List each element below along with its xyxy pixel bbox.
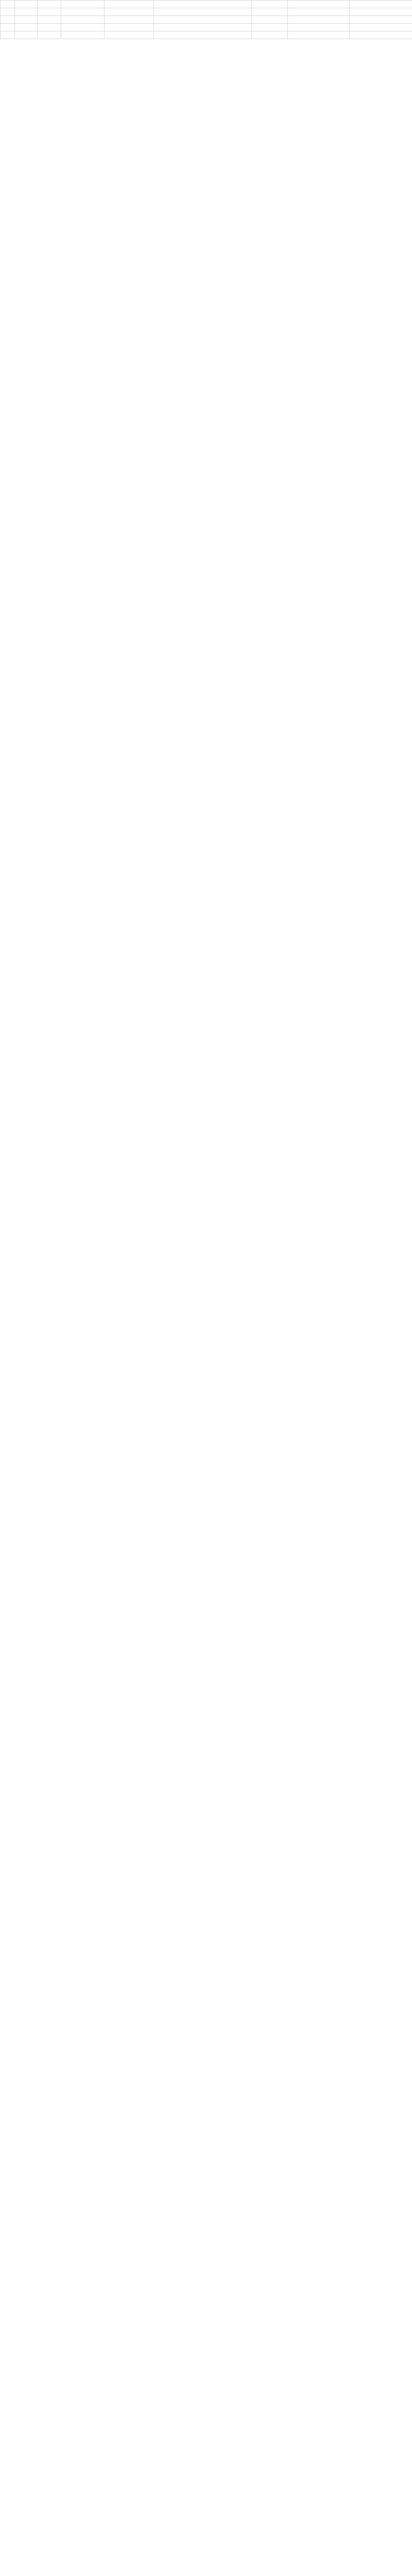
cell-name <box>105 24 154 31</box>
cell-value-a <box>288 1 350 8</box>
cell-value-a <box>288 24 350 31</box>
cell-url <box>154 1 252 8</box>
table-row <box>1 8 412 16</box>
cell-type <box>252 1 288 8</box>
cell-subregion <box>61 1 105 8</box>
cell-url <box>154 31 252 39</box>
cell-id <box>1 31 15 39</box>
cell-region <box>38 16 61 24</box>
cell-id <box>1 8 15 16</box>
cell-url <box>154 16 252 24</box>
cell-category <box>15 16 38 24</box>
cell-category <box>15 24 38 31</box>
cell-id <box>1 1 15 8</box>
table-body <box>1 1 412 39</box>
cell-type <box>252 16 288 24</box>
cell-id <box>1 24 15 31</box>
cell-subregion <box>61 16 105 24</box>
cell-name <box>105 8 154 16</box>
cell-name <box>105 16 154 24</box>
cell-value-a <box>288 16 350 24</box>
cell-value-a <box>288 31 350 39</box>
cell-category <box>15 1 38 8</box>
cell-type <box>252 8 288 16</box>
cell-type <box>252 31 288 39</box>
cell-category <box>15 8 38 16</box>
cell-name <box>105 1 154 8</box>
cell-value-b <box>350 24 412 31</box>
cell-value-a <box>288 8 350 16</box>
cell-name <box>105 31 154 39</box>
cell-value-b <box>350 1 412 8</box>
cell-region <box>38 24 61 31</box>
table-row <box>1 31 412 39</box>
table-row <box>1 16 412 24</box>
table-row <box>1 1 412 8</box>
cell-subregion <box>61 31 105 39</box>
cell-category <box>15 31 38 39</box>
cell-url <box>154 8 252 16</box>
cell-value-b <box>350 31 412 39</box>
table-row <box>1 24 412 31</box>
cell-region <box>38 8 61 16</box>
cell-type <box>252 24 288 31</box>
cell-id <box>1 16 15 24</box>
cell-subregion <box>61 24 105 31</box>
cell-region <box>38 1 61 8</box>
data-table <box>0 0 412 39</box>
cell-region <box>38 31 61 39</box>
cell-value-b <box>350 16 412 24</box>
cell-subregion <box>61 8 105 16</box>
cell-value-b <box>350 8 412 16</box>
cell-url <box>154 24 252 31</box>
